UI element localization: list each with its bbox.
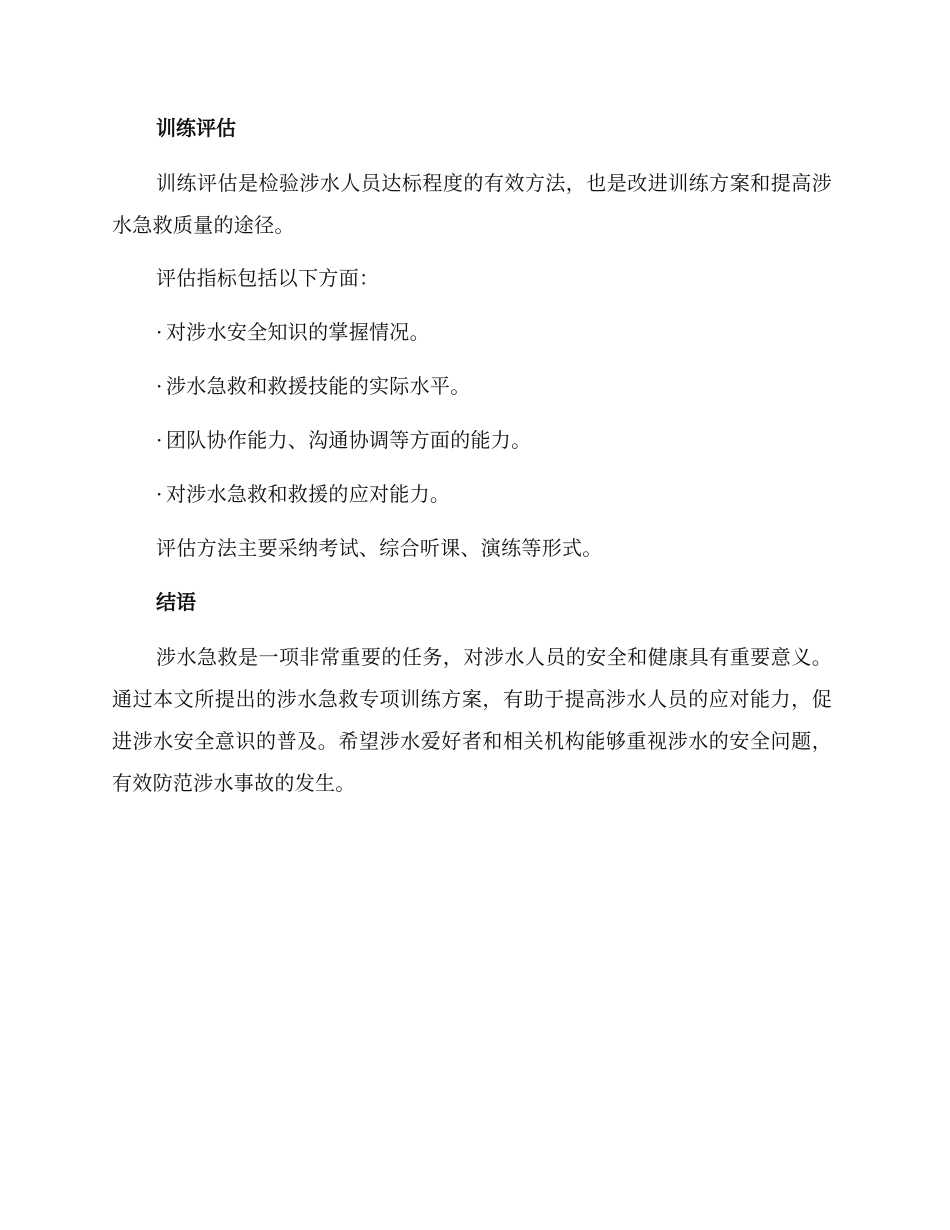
list-item-text: 涉水急救和救援技能的实际水平。 — [166, 374, 471, 398]
list-item-text: 团队协作能力、沟通协调等方面的能力。 — [166, 428, 532, 452]
conclusion-paragraph: 涉水急救是一项非常重要的任务，对涉水人员的安全和健康具有重要意义。通过本文所提出的涉水急救专项训练方案，有助于提高涉水人员的应对能力，促进涉水安全意识的普及。希望涉水爱好者和相关机构能够重视涉水的安全问题，有效防范涉水事故的发生。 — [112, 645, 832, 795]
section-heading-conclusion: 结语 — [156, 590, 196, 614]
list-item — [112, 366, 832, 406]
document-page — [112, 108, 832, 816]
section-heading-evaluation: 训练评估 — [156, 116, 236, 140]
bullet-marker: · — [156, 482, 163, 506]
list-item — [112, 474, 832, 514]
list-item-text: 对涉水安全知识的掌握情况。 — [166, 320, 430, 344]
evaluation-methods-paragraph: 评估方法主要采纳考试、综合听课、演练等形式。 — [156, 536, 603, 560]
bullet-marker: · — [156, 374, 163, 398]
list-item — [112, 312, 832, 352]
indicators-intro-paragraph: 评估指标包括以下方面： — [156, 266, 380, 290]
list-item-text: 对涉水急救和救援的应对能力。 — [166, 482, 451, 506]
evaluation-intro-paragraph: 训练评估是检验涉水人员达标程度的有效方法，也是改进训练方案和提高涉水急救质量的途径。 — [112, 171, 832, 237]
list-item — [112, 420, 832, 460]
bullet-marker: · — [156, 320, 163, 344]
bullet-marker: · — [156, 428, 163, 452]
